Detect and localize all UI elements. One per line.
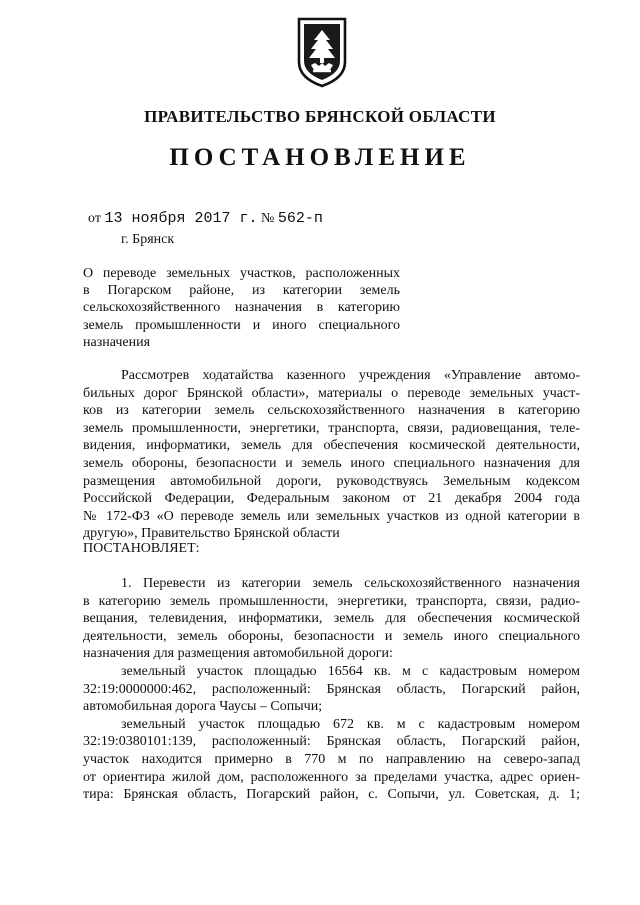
- item-line: назначения для размещения автомобильной дороги:: [83, 646, 393, 662]
- item-line: земельный участок площадью 672 кв. м с кадастровым номером: [121, 716, 580, 732]
- document-number: 562-п: [277, 210, 323, 227]
- preamble-line: Российской Федерации, Федеральным законом от 21 декабря 2004 года: [83, 491, 580, 507]
- item-1-paragraph: [83, 575, 580, 804]
- date-number-line: [88, 210, 323, 227]
- date-prefix: от: [88, 211, 101, 226]
- preamble-line: земель обороны, безопасности и земель иного специального назначения для: [83, 455, 580, 471]
- item-line: тира: Брянская область, Погарский район, с. Сопычи, ул. Советская, д. 1;: [83, 787, 580, 803]
- preamble-line: видения, информатики, земель для обеспечения космической деятельности,: [83, 438, 580, 454]
- item-line: 32:19:0380101:139, расположенный: Брянская область, Погарский район,: [83, 734, 580, 750]
- preamble-line: земель промышленности, энергетики, транспорта, связи, радиовещания, теле-: [83, 420, 580, 436]
- item-line: 32:19:0000000:462, расположенный: Брянская область, Погарский район,: [83, 681, 580, 697]
- document-subject: [83, 265, 400, 351]
- subject-line: земель промышленности и иного специального: [83, 317, 400, 333]
- item-line: 1. Перевести из категории земель сельскохозяйственного назначения: [121, 576, 580, 591]
- number-sign: №: [260, 211, 275, 226]
- preamble-paragraph: [83, 367, 580, 543]
- city: г. Брянск: [121, 232, 175, 247]
- subject-line: назначения: [83, 334, 151, 350]
- preamble-line: № 172-ФЗ «О переводе земель или земельных участков из одной категории в: [83, 508, 580, 524]
- preamble-line: размещения автомобильной дороги, руководствуясь Земельным кодексом: [83, 473, 580, 489]
- item-line: земельный участок площадью 16564 кв. м с кадастровым номером: [121, 663, 580, 679]
- item-line: от ориентира жилой дом, расположенного за пределами участка, адрес ориен-: [83, 769, 580, 785]
- item-line: автомобильная дорога Чаусы – Сопычи;: [83, 699, 323, 715]
- preamble-line: Рассмотрев ходатайства казенного учреждения «Управление автомо-: [121, 368, 580, 383]
- item-line: деятельности, земель обороны, безопасности и земель иного специального: [83, 628, 580, 644]
- subject-line: в Погарском районе, из категории земель: [83, 283, 400, 299]
- preamble-line: бильных дорог Брянской области», материалы о переводе земельных участ-: [83, 385, 580, 401]
- item-line: участок находится примерно в 770 м по направлению на северо-запад: [83, 751, 580, 767]
- preamble-line: другую», Правительство Брянской области: [83, 526, 340, 542]
- bryansk-coat-of-arms-icon: [296, 16, 348, 88]
- resolves-heading: ПОСТАНОВЛЯЕТ:: [83, 541, 200, 556]
- government-title: ПРАВИТЕЛЬСТВО БРЯНСКОЙ ОБЛАСТИ: [144, 107, 496, 126]
- item-line: в категорию земель промышленности, энергетики, транспорта, связи, радио-: [83, 593, 580, 609]
- item-line: вещания, телевидения, информатики, земель для обеспечения космической: [83, 611, 580, 627]
- subject-line: О переводе земельных участков, расположенных: [83, 266, 400, 281]
- document-type: ПОСТАНОВЛЕНИЕ: [169, 144, 471, 171]
- preamble-line: ков из категории земель сельскохозяйственного назначения в категорию: [83, 403, 580, 419]
- subject-line: сельскохозяйственного назначения в категорию: [83, 300, 400, 316]
- document-date: 13 ноября 2017 г.: [104, 210, 258, 227]
